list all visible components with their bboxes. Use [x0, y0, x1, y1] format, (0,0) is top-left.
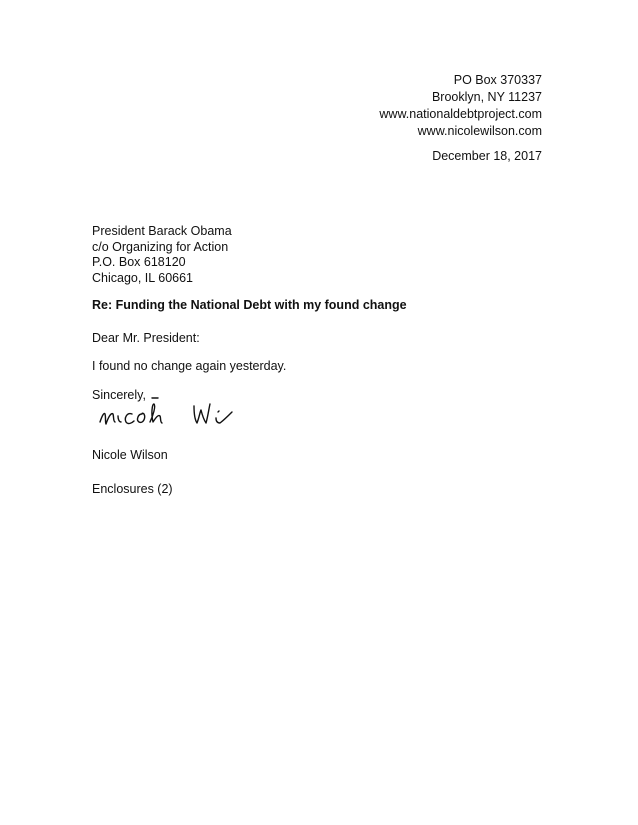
handwritten-signature	[96, 392, 256, 436]
signer-name: Nicole Wilson	[92, 448, 168, 462]
sender-website-national-debt: www.nationaldebtproject.com	[379, 107, 542, 121]
subject-line: Re: Funding the National Debt with my found change	[92, 298, 407, 312]
enclosures-note: Enclosures (2)	[92, 482, 173, 496]
sender-po-box: PO Box 370337	[453, 73, 542, 87]
letter-date: December 18, 2017	[432, 149, 542, 163]
sender-address	[379, 72, 542, 140]
recipient-organization: c/o Organizing for Action	[92, 239, 229, 254]
closing: Sincerely,	[92, 388, 146, 402]
recipient-po-box: P.O. Box 618120	[92, 255, 186, 269]
letter-body: I found no change again yesterday.	[92, 359, 287, 373]
recipient-name: President Barack Obama	[92, 224, 232, 238]
salutation: Dear Mr. President:	[92, 331, 200, 345]
recipient-city-state-zip: Chicago, IL 60661	[92, 270, 194, 285]
sender-website-personal: www.nicolewilson.com	[417, 124, 542, 138]
recipient-address	[92, 224, 232, 286]
sender-city-state-zip: Brooklyn, NY 11237	[431, 90, 542, 104]
